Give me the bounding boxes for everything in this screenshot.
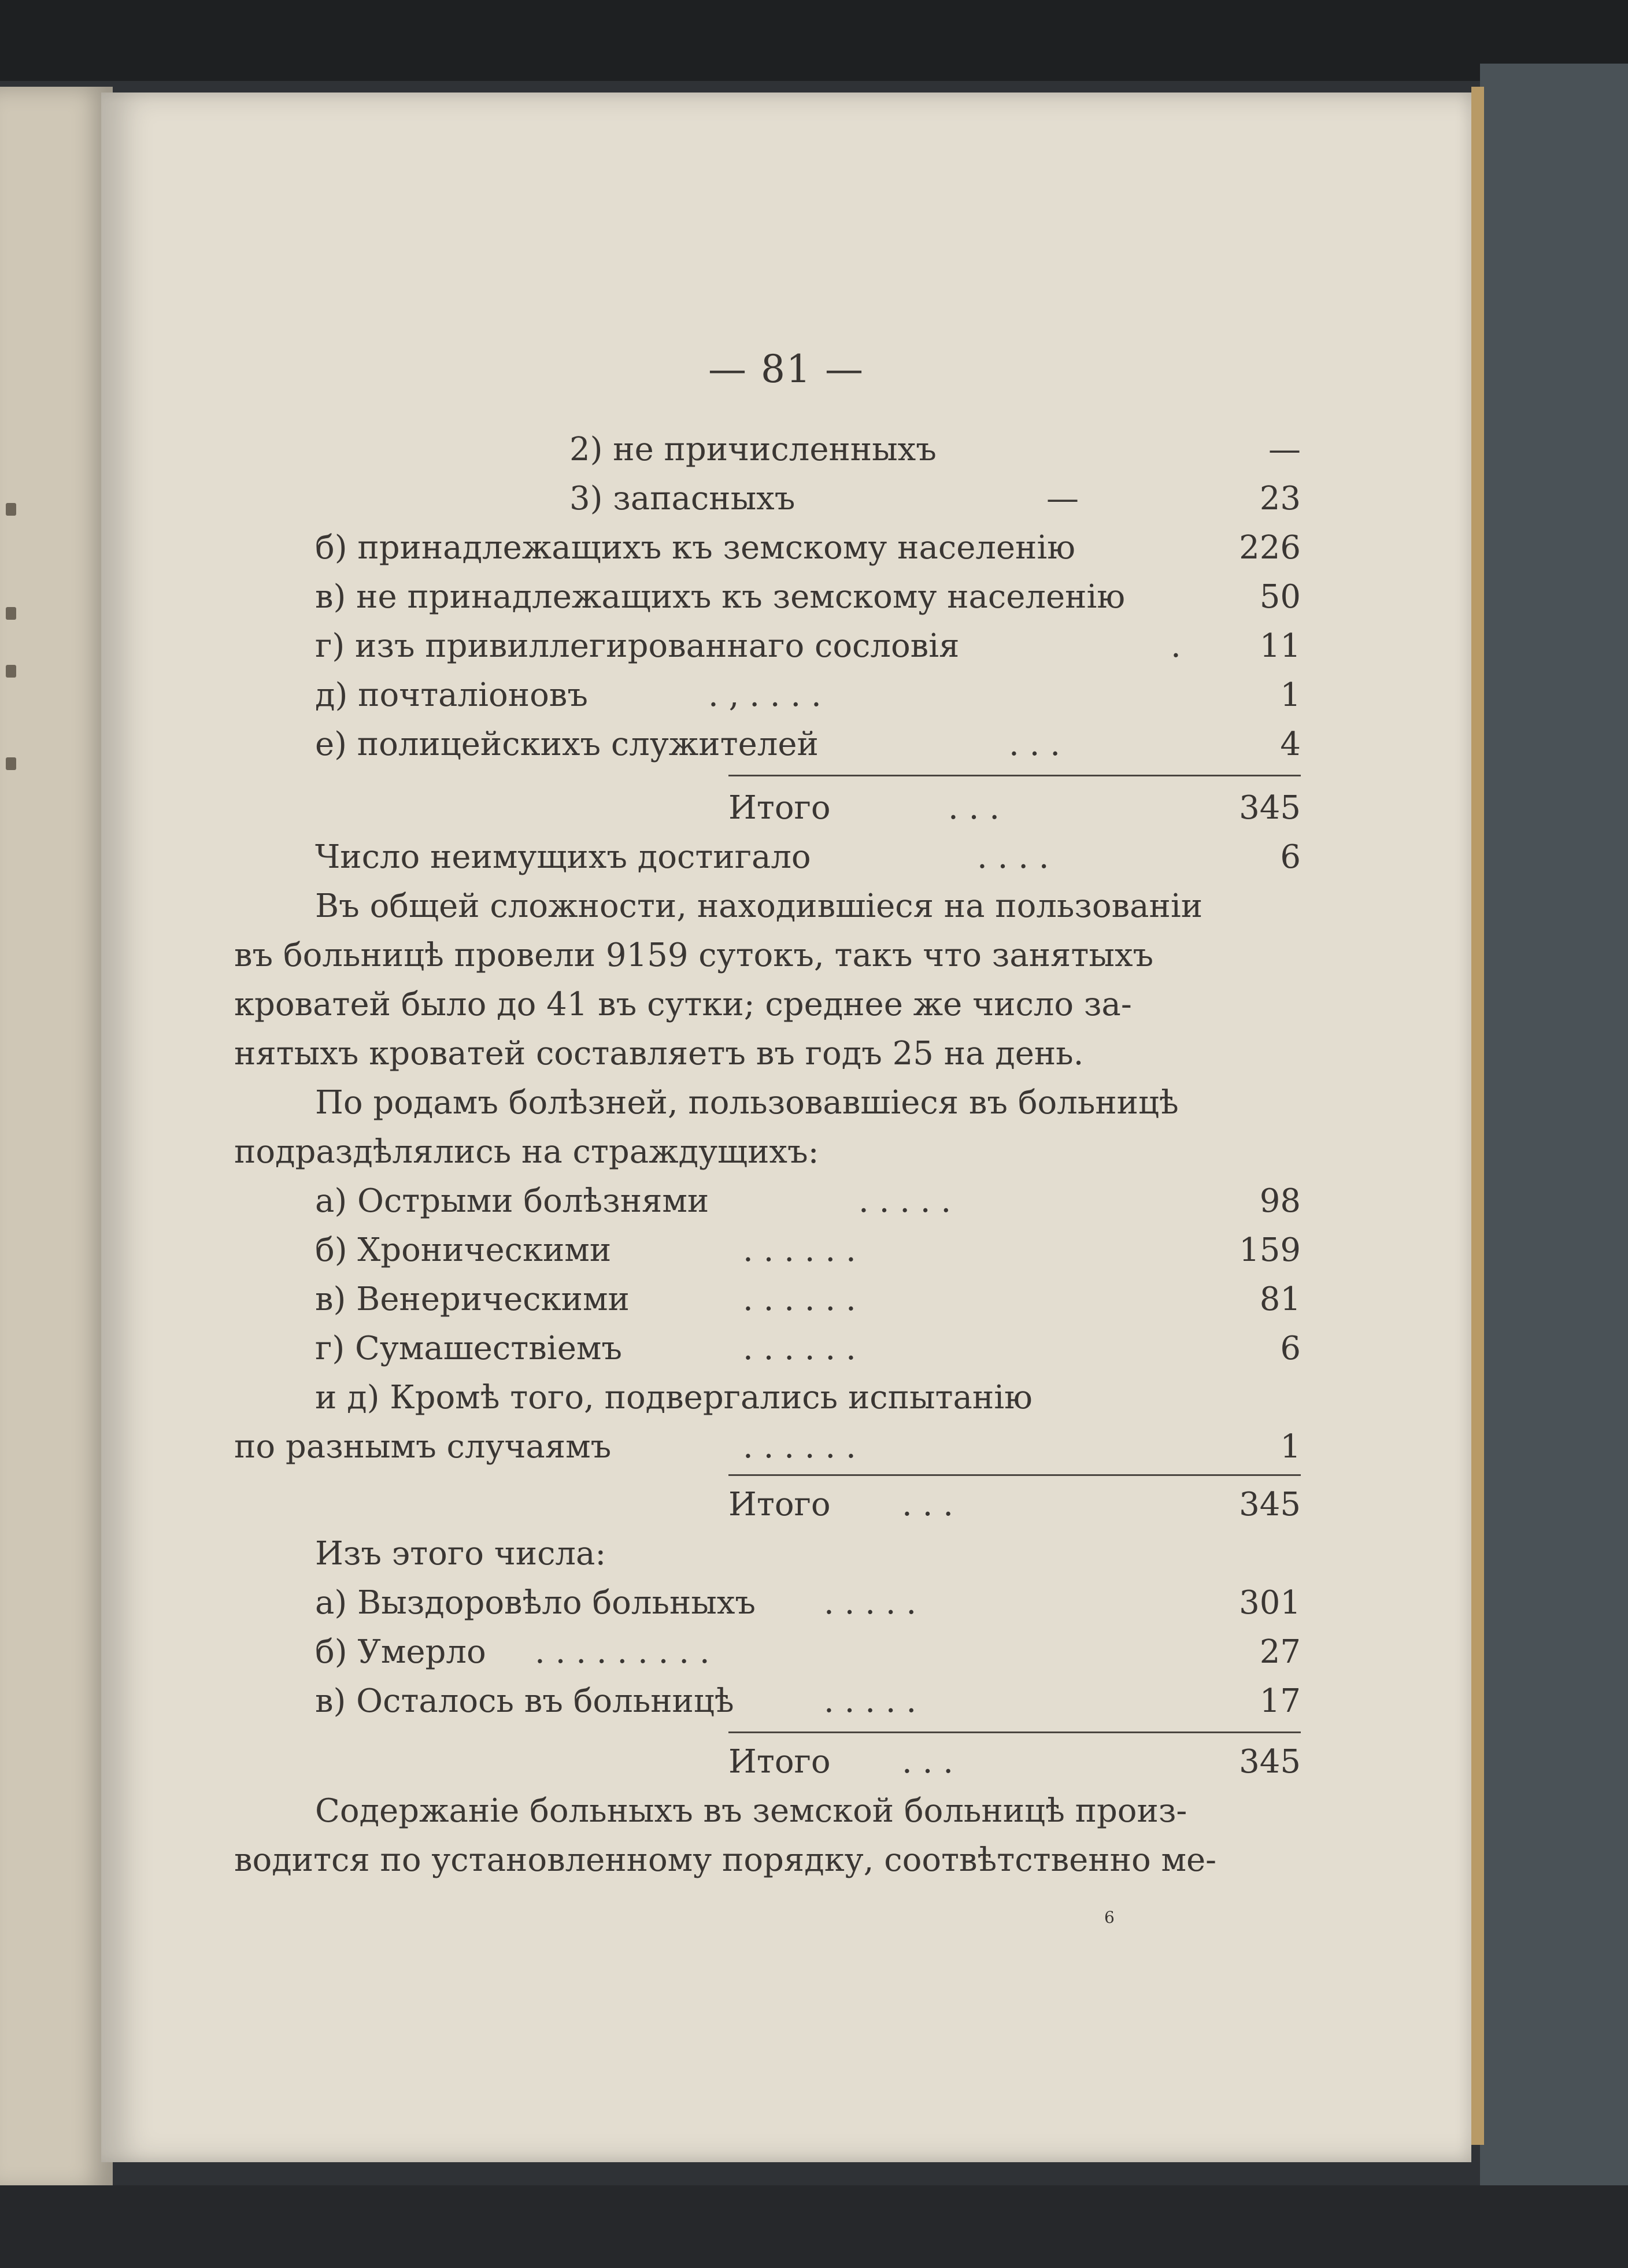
row-value: — — [1268, 431, 1301, 468]
sum-rule — [728, 1474, 1301, 1476]
row-value: 23 — [1259, 480, 1301, 517]
leader-dots: . . . . . . — [743, 1281, 856, 1318]
row-value: 159 — [1239, 1231, 1301, 1269]
paragraph-line: Изъ этого числа: — [315, 1535, 606, 1573]
row-label: а) Выздоровѣло больныхъ — [315, 1584, 756, 1622]
book-page — [101, 93, 1471, 2162]
paragraph-line: водится по установленному порядку, соотвѣтственно ме- — [234, 1841, 1217, 1879]
leader-dots: . . . — [902, 1743, 954, 1781]
leader-dots: . . . . . . — [743, 1428, 856, 1466]
leader-dots: . . . . . . — [743, 1330, 856, 1367]
row-label: 2) не причисленныхъ — [569, 431, 937, 468]
row-value: 4 — [1280, 726, 1301, 763]
total-label: Итого — [728, 1486, 831, 1523]
paragraph-line: кроватей было до 41 въ сутки; среднее же число за- — [234, 986, 1132, 1023]
leader-dots: . . . . . — [859, 1182, 952, 1220]
leader-dots: . — [1171, 627, 1181, 665]
row-label: в) не принадлежащихъ къ земскому населенію — [315, 578, 1126, 616]
row-value: 98 — [1259, 1182, 1301, 1220]
row-label: в) Осталось въ больницѣ — [315, 1682, 734, 1720]
row-label: е) полицейскихъ служителей — [315, 726, 819, 763]
book-cover-right — [1480, 64, 1628, 2214]
paragraph-line: нятыхъ кроватей составляетъ въ годъ 25 на день. — [234, 1035, 1084, 1072]
row-value: 6 — [1280, 838, 1301, 876]
paragraph-line: въ больницѣ провели 9159 сутокъ, такъ что занятыхъ — [234, 937, 1154, 974]
row-dash: — — [1046, 480, 1079, 517]
row-value: 6 — [1280, 1330, 1301, 1367]
row-value: 17 — [1259, 1682, 1301, 1720]
row-label: в) Венерическими — [315, 1281, 630, 1318]
row-label: по разнымъ случаямъ — [234, 1428, 612, 1466]
total-label: Итого — [728, 1743, 831, 1781]
page-number: — 81 — — [708, 347, 864, 391]
leader-dots: . . . . . — [824, 1584, 917, 1622]
row-value: 1 — [1280, 1428, 1301, 1466]
row-label: б) Умерло — [315, 1633, 486, 1671]
row-label: д) почталіоновъ — [315, 676, 588, 714]
total-value: 345 — [1239, 1743, 1301, 1781]
sum-rule — [728, 775, 1301, 776]
scan-background-bottom — [0, 2185, 1628, 2268]
row-value: 11 — [1259, 627, 1301, 665]
paragraph-line: Содержаніе больныхъ въ земской больницѣ произ- — [315, 1792, 1187, 1830]
row-value: 27 — [1259, 1633, 1301, 1671]
paragraph-line: По родамъ болѣзней, пользовавшіеся въ больницѣ — [315, 1084, 1179, 1122]
leader-dots: . . . . . . . . . — [535, 1633, 710, 1671]
paragraph-line: Въ общей сложности, находившіеся на пользованіи — [315, 887, 1203, 925]
row-label: 3) запасныхъ — [569, 480, 796, 517]
row-label: Число неимущихъ достигало — [315, 838, 811, 876]
row-label: б) Хроническими — [315, 1231, 612, 1269]
row-value: 50 — [1259, 578, 1301, 616]
row-value: 81 — [1259, 1281, 1301, 1318]
signature-mark: 6 — [1104, 1908, 1115, 1927]
leader-dots: . . . — [902, 1486, 954, 1523]
scan-background-top — [0, 0, 1628, 81]
page-block-edge — [1471, 87, 1484, 2145]
paragraph-line: и д) Кромѣ того, подвергались испытанію — [315, 1379, 1033, 1416]
paragraph-line: подраздѣлялись на страждущихъ: — [234, 1133, 819, 1171]
leader-dots: . . . — [1009, 726, 1061, 763]
leader-dots: . . . . — [977, 838, 1049, 876]
row-label: а) Острыми болѣзнями — [315, 1182, 709, 1220]
leader-dots: . . . — [948, 789, 1000, 827]
leader-dots: . . . . . . — [743, 1231, 856, 1269]
leader-dots: . , . . . . — [708, 676, 822, 714]
row-value: 226 — [1239, 529, 1301, 567]
total-value: 345 — [1239, 789, 1301, 827]
sum-rule — [728, 1731, 1301, 1733]
row-label: г) изъ привиллегированнаго сословія — [315, 627, 960, 665]
total-label: Итого — [728, 789, 831, 827]
bleed-through-marks — [0, 87, 35, 2191]
row-value: 1 — [1280, 676, 1301, 714]
total-value: 345 — [1239, 1486, 1301, 1523]
row-label: г) Сумашествіемъ — [315, 1330, 623, 1367]
row-label: б) принадлежащихъ къ земскому населенію — [315, 529, 1076, 567]
leader-dots: . . . . . — [824, 1682, 917, 1720]
row-value: 301 — [1239, 1584, 1301, 1622]
facing-left-page — [0, 87, 113, 2191]
page-text — [101, 93, 1471, 2162]
